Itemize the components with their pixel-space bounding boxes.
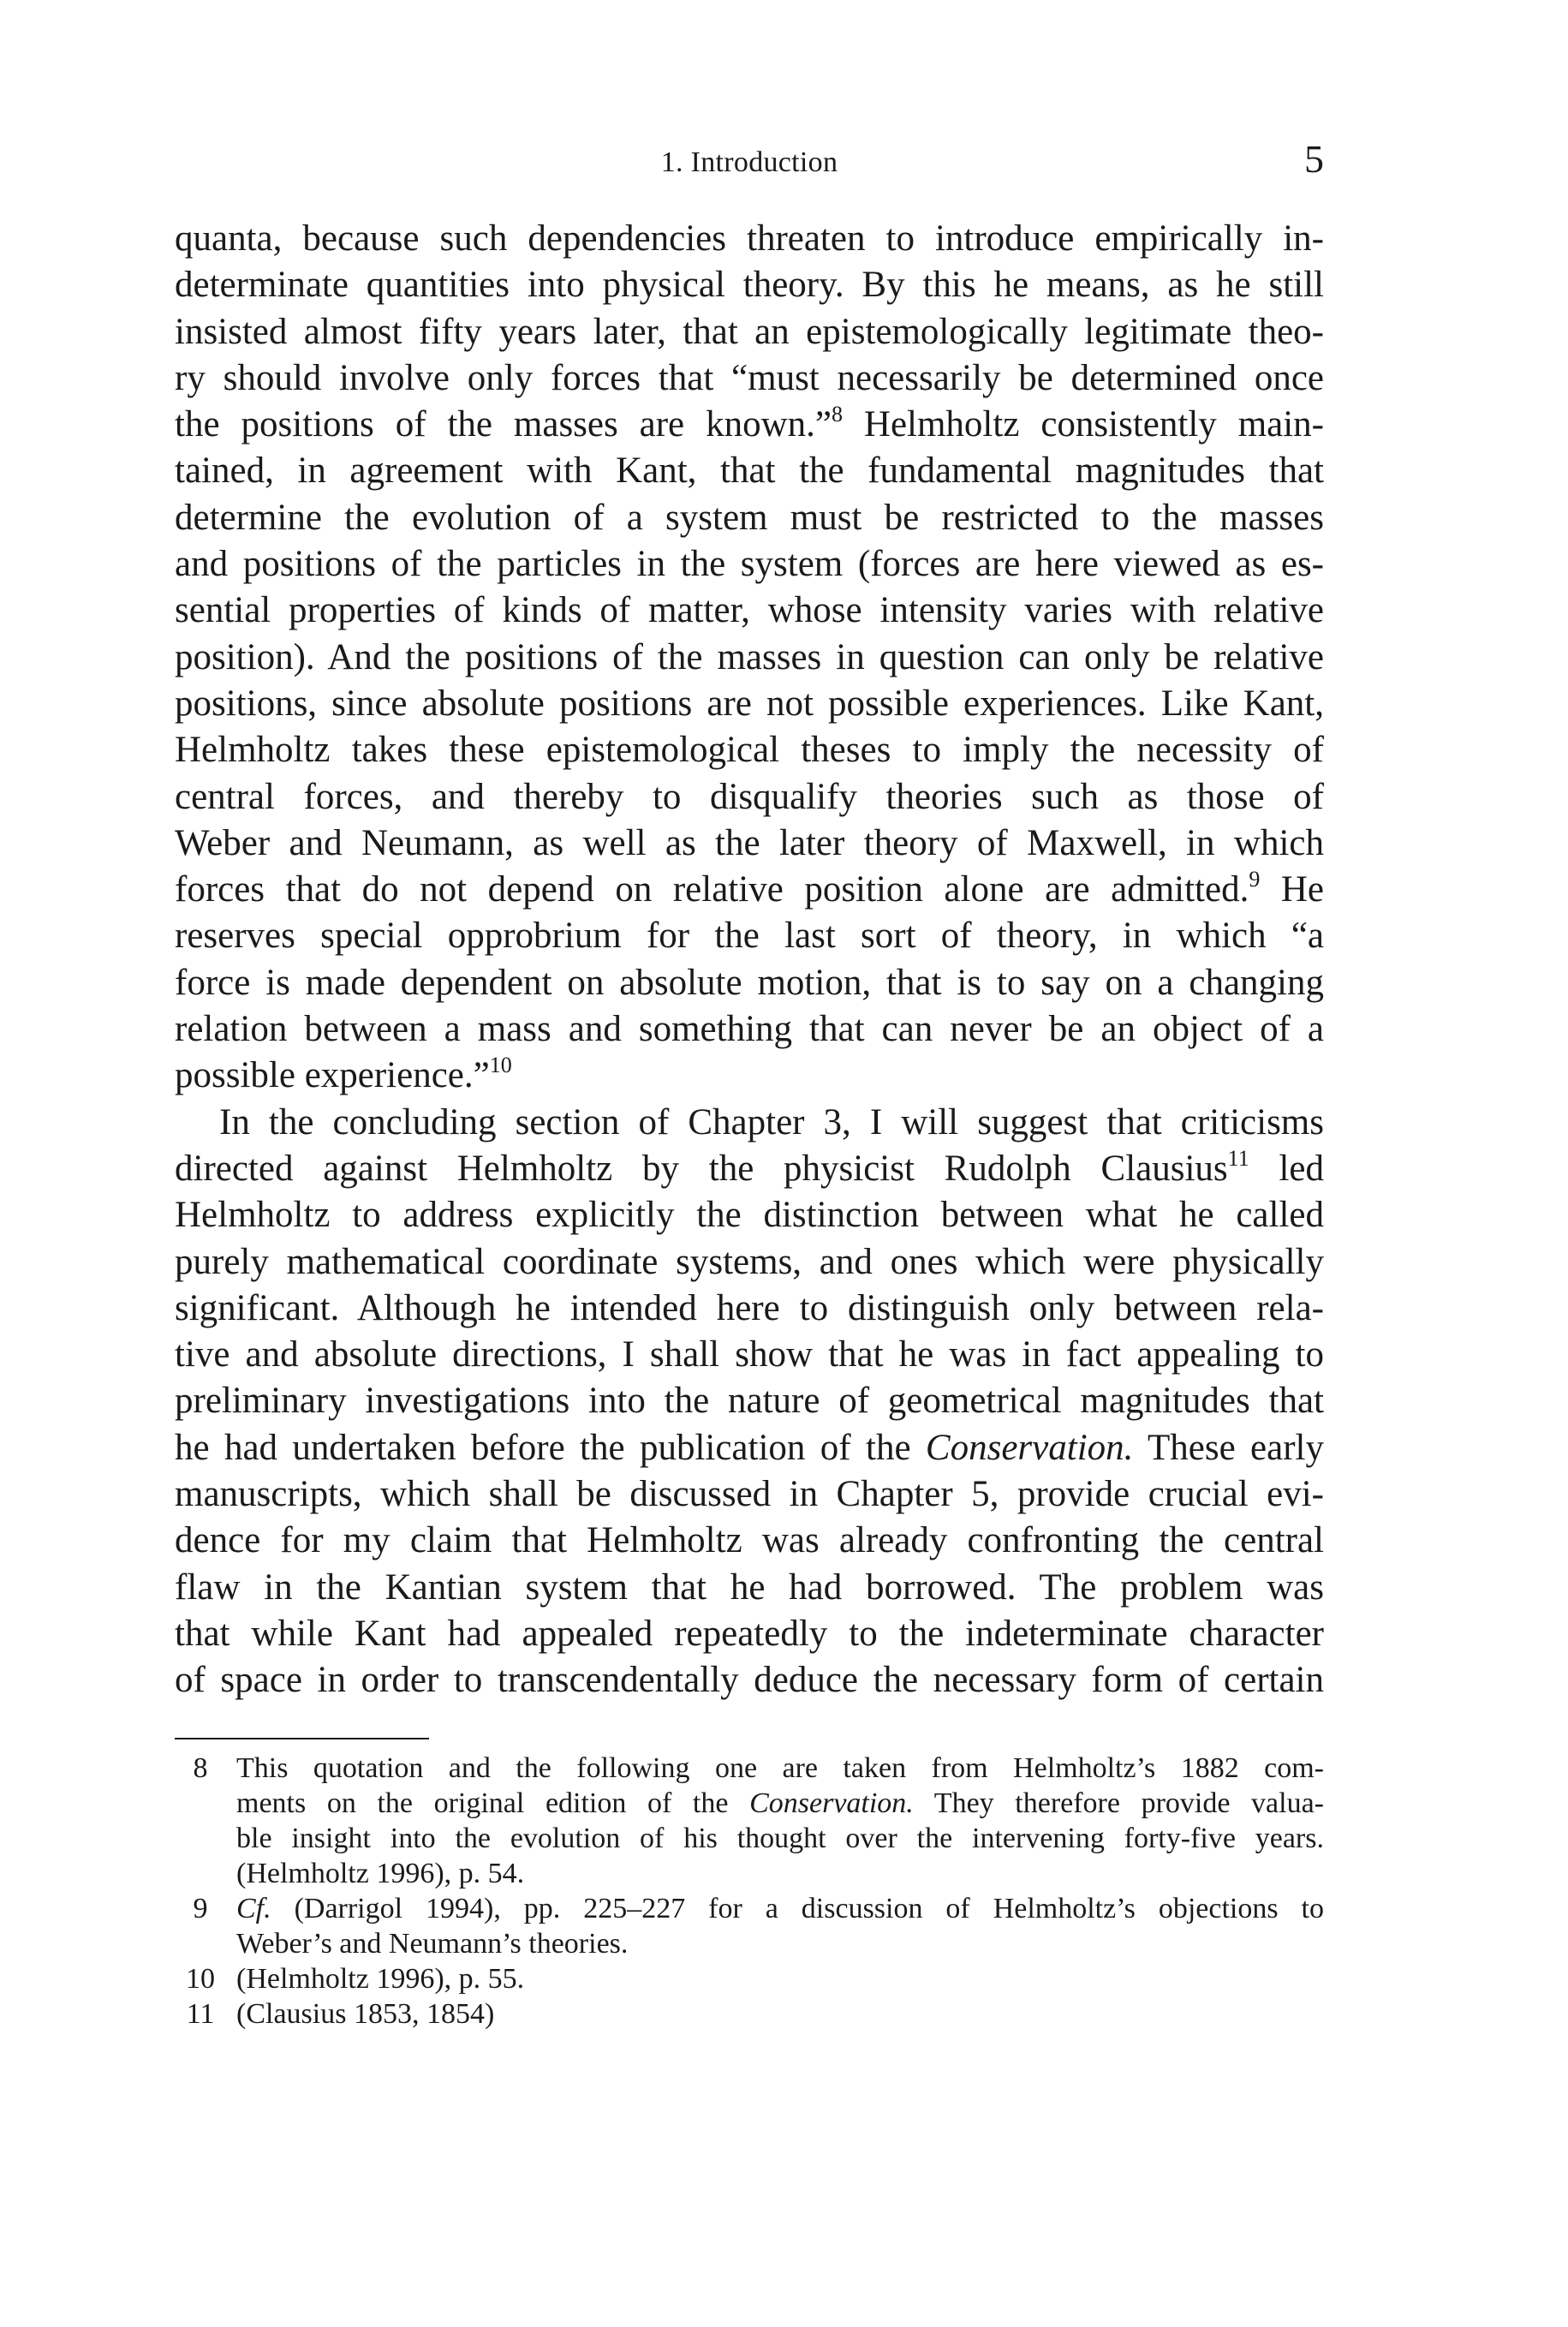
text-segment: They therefore provide valua-: [913, 1787, 1325, 1819]
text-line: sential properties of kinds of matter, whose intensity varies with relative: [175, 590, 1324, 631]
text-line: tive and absolute directions, I shall show that he was in fact appealing to: [175, 1334, 1324, 1375]
text-line: and positions of the particles in the system (forces are here viewed as es-: [175, 544, 1324, 585]
footnote-line: [236, 1891, 1324, 1926]
text-segment: Helmholtz consistently main-: [842, 404, 1324, 445]
text-line: purely mathematical coordinate systems, and ones which were physically: [175, 1241, 1324, 1282]
footnote-ref-9[interactable]: 9: [1249, 867, 1261, 892]
footnote-number: 10: [186, 1963, 215, 1995]
running-title: 1. Introduction: [660, 146, 838, 178]
footnote-line: (Helmholtz 1996), p. 54.: [236, 1858, 525, 1889]
footnote-line: (Clausius 1853, 1854): [236, 1998, 495, 2030]
text-line: positions, since absolute positions are not possible experiences. Like Kant,: [175, 683, 1324, 724]
page-number: 5: [1304, 137, 1324, 181]
text-line: tained, in agreement with Kant, that the fundamental magnitudes that: [175, 450, 1324, 492]
footnote-11: [175, 1996, 1324, 2032]
text-segment: He: [1260, 869, 1325, 910]
text-line: [175, 1053, 1324, 1099]
text-segment: directed against Helmholtz by the physicist Rudolph Clausius: [175, 1148, 1228, 1189]
text-segment: forces that do not depend on relative position alone are admitted.: [175, 869, 1249, 910]
footnote-ref-10[interactable]: 10: [489, 1053, 512, 1078]
body-text: [175, 216, 1324, 1704]
footnote-line: ble insight into the evolution of his thought over the intervening forty-five years.: [236, 1823, 1324, 1854]
text-line: Helmholtz to address explicitly the distinction between what he called: [175, 1195, 1324, 1236]
text-line: that while Kant had appealed repeatedly to the indeterminate character: [175, 1613, 1324, 1654]
text-line: preliminary investigations into the nature of geometrical magnitudes that: [175, 1381, 1324, 1422]
text-segment: (Darrigol 1994), pp. 225–227 for a discussion of Helmholtz’s objections to: [271, 1893, 1324, 1924]
paragraph-2: [175, 1100, 1324, 1704]
text-line: significant. Although he intended here to distinguish only between rela-: [175, 1287, 1324, 1328]
text-segment: led: [1249, 1148, 1324, 1189]
text-line: insisted almost fifty years later, that an epistemologically legitimate theo-: [175, 311, 1324, 352]
text-line: reserves special opprobrium for the last sort of theory, in which “a: [175, 916, 1324, 957]
text-line: flaw in the Kantian system that he had borrowed. The problem was: [175, 1566, 1324, 1608]
text-line: [175, 402, 1324, 448]
text-line: determine the evolution of a system must be restricted to the masses: [175, 497, 1324, 538]
footnote-8: [175, 1751, 1324, 1891]
footnote-line: This quotation and the following one are taken from Helmholtz’s 1882 com-: [236, 1752, 1324, 1784]
text-line: central forces, and thereby to disqualify theories such as those of: [175, 776, 1324, 817]
text-line: relation between a mass and something that can never be an object of a: [175, 1009, 1324, 1050]
text-line: [175, 867, 1324, 913]
text-segment: ments on the original edition of the: [236, 1787, 750, 1819]
footnote-rule: [175, 1738, 429, 1739]
footnote-number: 9: [193, 1893, 208, 1924]
text-line: determinate quantities into physical theory. By this he means, as he still: [175, 265, 1324, 306]
footnote-line: [236, 1786, 1324, 1821]
footnote-ref-11[interactable]: 11: [1227, 1145, 1249, 1171]
text-line: dence for my claim that Helmholtz was already confronting the central: [175, 1520, 1324, 1561]
book-title-italic: Conservation.: [749, 1787, 914, 1819]
footnote-line: Weber’s and Neumann’s theories.: [236, 1928, 629, 1960]
text-line: Helmholtz takes these epistemological theses to imply the necessity of: [175, 730, 1324, 771]
running-head: [175, 137, 1324, 188]
text-line: quanta, because such dependencies threaten to introduce empirically in-: [175, 218, 1324, 259]
footnote-ref-8[interactable]: 8: [831, 402, 843, 427]
text-segment: the positions of the masses are known.”: [175, 404, 832, 445]
text-line: manuscripts, which shall be discussed in Chapter 5, provide crucial evi-: [175, 1474, 1324, 1515]
paragraph-1: [175, 216, 1324, 1100]
book-title-italic: Conservation.: [925, 1427, 1134, 1468]
footnote-10: [175, 1961, 1324, 1996]
text-line: of space in order to transcendentally deduce the necessary form of certain: [175, 1660, 1324, 1701]
footnote-number: 8: [193, 1752, 208, 1784]
text-line: [175, 1425, 1324, 1471]
text-segment: These early: [1133, 1427, 1324, 1468]
text-line: [175, 1146, 1324, 1192]
footnotes: [175, 1751, 1324, 2032]
text-line: ry should involve only forces that “must necessarily be determined once: [175, 357, 1324, 398]
footnote-number: 11: [186, 1998, 215, 2030]
footnote-9: [175, 1891, 1324, 1961]
text-segment: possible experience.”: [175, 1055, 490, 1096]
footnote-line: (Helmholtz 1996), p. 55.: [236, 1963, 525, 1995]
text-line: Weber and Neumann, as well as the later theory of Maxwell, in which: [175, 822, 1324, 863]
text-line: force is made dependent on absolute motion, that is to say on a changing: [175, 962, 1324, 1003]
text-line: In the concluding section of Chapter 3, I will suggest that criticisms: [219, 1101, 1324, 1143]
text-line: position). And the positions of the masses in question can only be relative: [175, 636, 1324, 677]
text-segment: he had undertaken before the publication of the: [175, 1427, 926, 1468]
cf-italic: Cf.: [236, 1893, 271, 1924]
